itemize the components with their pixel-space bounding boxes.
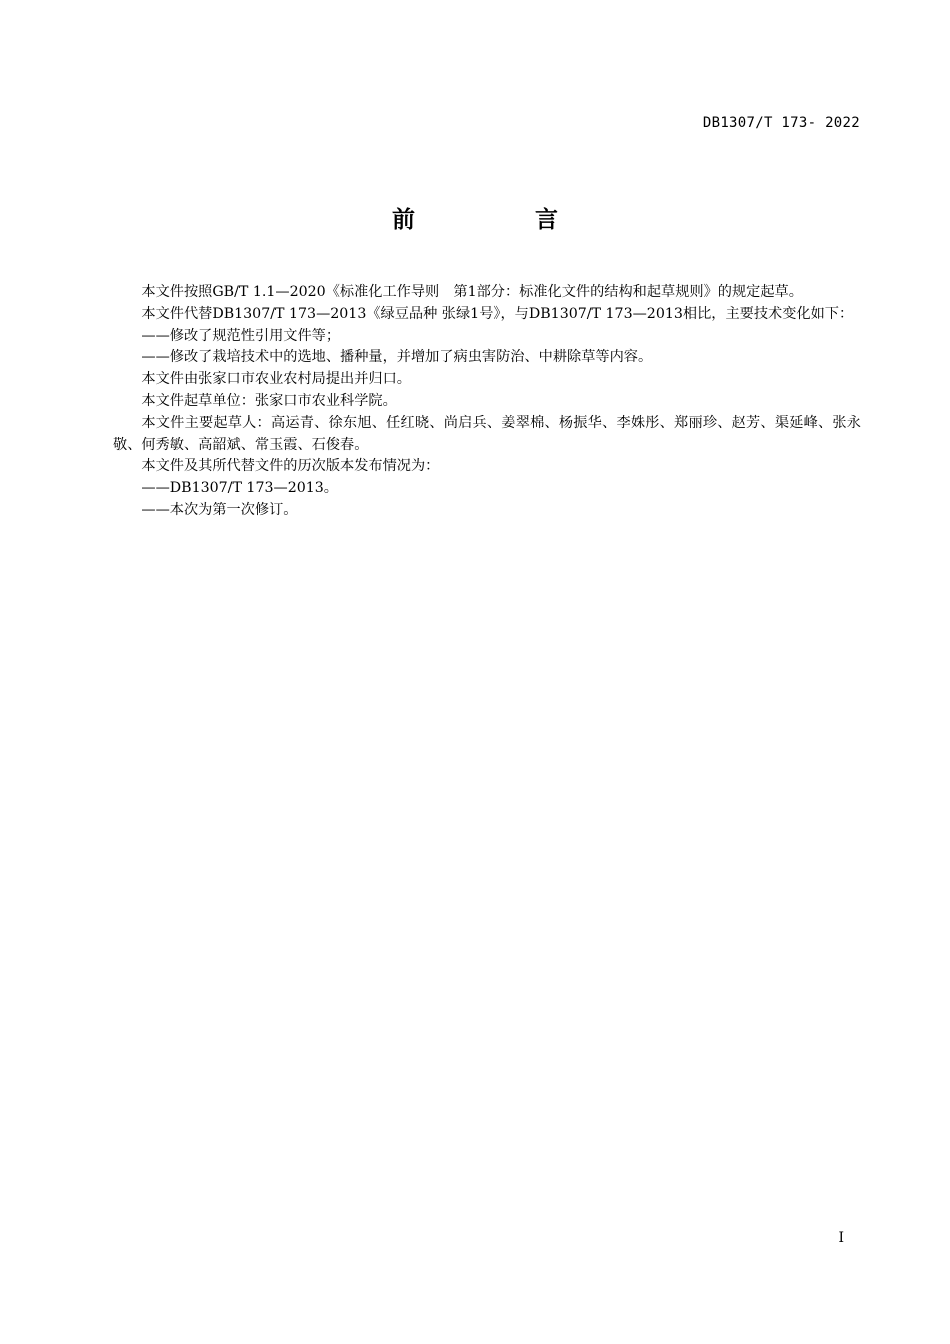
paragraph-current-revision: ——本次为第一次修订。 xyxy=(141,501,298,518)
paragraph-drafting-rules: 本文件按照GB/T 1.1—2020《标准化工作导则 第1部分：标准化文件的结构和起草规则》的规定起草。 xyxy=(141,284,803,300)
page-number: I xyxy=(838,1230,844,1246)
paragraph-replacement: 本文件代替DB1307/T 173—2013《绿豆品种 张绿1号》，与DB1307/T 173—2013相比，主要技术变化如下： xyxy=(141,305,854,322)
paragraph-drafters: 本文件主要起草人：高运青、徐东旭、任红晓、尚启兵、姜翠棉、杨振华、李姝彤、郑丽珍、赵芳、渠延峰、张永敬、何秀敏、高韶斌、常玉霞、石俊春。 xyxy=(113,414,861,453)
paragraph-change-1: ——修改了规范性引用文件等； xyxy=(141,327,341,344)
paragraph-proposer: 本文件由张家口市农业农村局提出并归口。 xyxy=(141,371,411,388)
paragraph-drafting-unit: 本文件起草单位：张家口市农业科学院。 xyxy=(141,392,397,409)
paragraph-change-2: ——修改了栽培技术中的选地、播种量，并增加了病虫害防治、中耕除草等内容。 xyxy=(141,349,653,366)
paragraph-version-history: 本文件及其所代替文件的历次版本发布情况为： xyxy=(141,458,440,475)
paragraph-version-2013: ——DB1307/T 173—2013。 xyxy=(141,480,338,497)
document-code: DB1307/T 173- 2022 xyxy=(702,115,860,131)
page-title: 前 言 xyxy=(391,207,614,233)
foreword-body xyxy=(113,282,861,522)
